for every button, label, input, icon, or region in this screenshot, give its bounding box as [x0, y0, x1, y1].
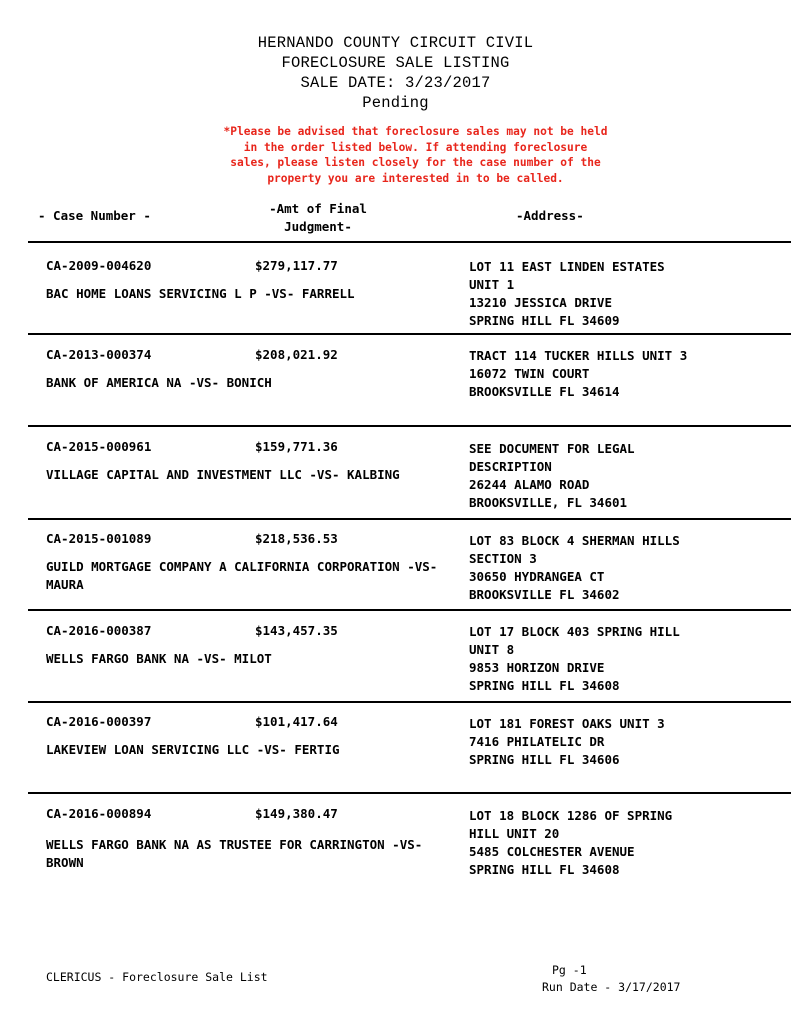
- address-line: DESCRIPTION: [469, 459, 552, 474]
- column-header-case: - Case Number -: [38, 208, 151, 223]
- case-number: CA-2015-001089: [46, 531, 152, 546]
- status-label: Pending: [362, 94, 429, 112]
- case-parties: WELLS FARGO BANK NA -VS- MILOT: [46, 651, 272, 666]
- case-number: CA-2009-004620: [46, 258, 152, 273]
- property-address: [469, 347, 687, 401]
- notice: [0, 124, 791, 186]
- address-line: 9853 HORIZON DRIVE: [469, 660, 605, 675]
- address-line: LOT 17 BLOCK 403 SPRING HILL: [469, 624, 680, 639]
- page-number: Pg -1: [552, 963, 587, 977]
- sale-date: SALE DATE: 3/23/2017: [300, 74, 491, 92]
- notice-line: property you are interested in to be called.: [267, 171, 564, 185]
- county-title: HERNANDO COUNTY CIRCUIT CIVIL: [257, 34, 534, 52]
- case-number: CA-2016-000894: [46, 806, 152, 821]
- address-line: LOT 181 FOREST OAKS UNIT 3: [469, 716, 665, 731]
- address-line: 7416 PHILATELIC DR: [469, 734, 605, 749]
- address-line: LOT 18 BLOCK 1286 OF SPRING: [469, 808, 673, 823]
- divider: [28, 241, 791, 243]
- address-line: LOT 11 EAST LINDEN ESTATES: [469, 259, 665, 274]
- case-parties: LAKEVIEW LOAN SERVICING LLC -VS- FERTIG: [46, 742, 340, 757]
- address-line: 30650 HYDRANGEA CT: [469, 569, 605, 584]
- property-address: [469, 258, 665, 330]
- address-line: SPRING HILL FL 34608: [469, 678, 620, 693]
- address-line: LOT 83 BLOCK 4 SHERMAN HILLS: [469, 533, 680, 548]
- address-line: SECTION 3: [469, 551, 537, 566]
- judgment-amount: $218,536.53: [255, 531, 338, 546]
- property-address: [469, 807, 672, 879]
- divider: [28, 609, 791, 611]
- property-address: [469, 623, 680, 695]
- judgment-amount: $159,771.36: [255, 439, 338, 454]
- address-line: 26244 ALAMO ROAD: [469, 477, 590, 492]
- title-block: [0, 33, 791, 113]
- address-line: 16072 TWIN COURT: [469, 366, 590, 381]
- case-number: CA-2016-000387: [46, 623, 152, 638]
- address-line: BROOKSVILLE FL 34614: [469, 384, 620, 399]
- address-line: UNIT 8: [469, 642, 515, 657]
- address-line: SPRING HILL FL 34609: [469, 313, 620, 328]
- listing-title: FORECLOSURE SALE LISTING: [281, 54, 510, 72]
- case-parties: BAC HOME LOANS SERVICING L P -VS- FARRELL: [46, 286, 355, 301]
- footer-system-label: CLERICUS - Foreclosure Sale List: [46, 970, 268, 984]
- column-header-amount-line1: -Amt of Final: [269, 201, 367, 216]
- notice-line: in the order listed below. If attending foreclosure: [243, 140, 588, 154]
- judgment-amount: $279,117.77: [255, 258, 338, 273]
- judgment-amount: $101,417.64: [255, 714, 338, 729]
- judgment-amount: $149,380.47: [255, 806, 338, 821]
- address-line: 13210 JESSICA DRIVE: [469, 295, 612, 310]
- case-parties: WELLS FARGO BANK NA AS TRUSTEE FOR CARRINGTON -VS- BROWN: [46, 837, 423, 870]
- address-line: SPRING HILL FL 34608: [469, 862, 620, 877]
- column-header-amount: [256, 200, 380, 236]
- case-number: CA-2016-000397: [46, 714, 152, 729]
- case-number: CA-2013-000374: [46, 347, 152, 362]
- notice-line: sales, please listen closely for the case number of the: [230, 156, 601, 170]
- address-line: TRACT 114 TUCKER HILLS UNIT 3: [469, 348, 688, 363]
- divider: [28, 333, 791, 335]
- divider: [28, 425, 791, 427]
- column-header-address: -Address-: [516, 208, 584, 223]
- judgment-amount: $143,457.35: [255, 623, 338, 638]
- run-date: Run Date - 3/17/2017: [542, 980, 681, 994]
- property-address: [469, 532, 680, 604]
- address-line: SEE DOCUMENT FOR LEGAL: [469, 441, 635, 456]
- divider: [28, 701, 791, 703]
- notice-line: *Please be advised that foreclosure sales may not be held: [223, 125, 608, 138]
- divider: [28, 792, 791, 794]
- judgment-amount: $208,021.92: [255, 347, 338, 362]
- property-address: [469, 715, 665, 769]
- case-parties: VILLAGE CAPITAL AND INVESTMENT LLC -VS- KALBING: [46, 467, 400, 482]
- address-line: 5485 COLCHESTER AVENUE: [469, 844, 635, 859]
- address-line: BROOKSVILLE FL 34602: [469, 587, 620, 602]
- divider: [28, 518, 791, 520]
- case-parties: GUILD MORTGAGE COMPANY A CALIFORNIA CORPORATION -VS- MAURA: [46, 559, 438, 592]
- column-header-amount-line2: Judgment-: [284, 219, 352, 234]
- address-line: UNIT 1: [469, 277, 515, 292]
- footer-page-info: [542, 962, 680, 996]
- property-address: [469, 440, 635, 512]
- address-line: HILL UNIT 20: [469, 826, 560, 841]
- address-line: SPRING HILL FL 34606: [469, 752, 620, 767]
- address-line: BROOKSVILLE, FL 34601: [469, 495, 628, 510]
- case-number: CA-2015-000961: [46, 439, 152, 454]
- case-parties: BANK OF AMERICA NA -VS- BONICH: [46, 375, 272, 390]
